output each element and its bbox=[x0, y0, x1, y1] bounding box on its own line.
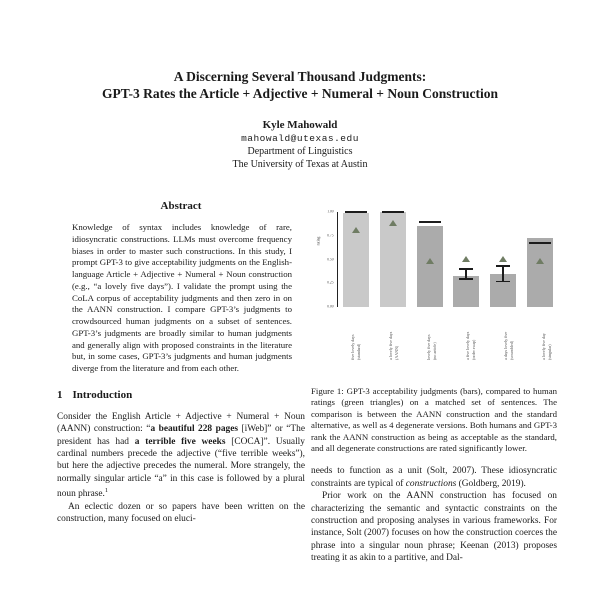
intro-p1-text3: [COCA]”. Usually cardinal numbers precede the adjective (“five terrible weeks”), but here the adjective precedes the numeral. More strangely, the normally singular article “a” in this case is followed by a plural noun phrase. bbox=[57, 436, 305, 500]
human-rating-triangle bbox=[352, 227, 360, 233]
abstract-heading: Abstract bbox=[160, 200, 202, 212]
x-tick-label bbox=[495, 310, 523, 360]
error-bar-cap bbox=[459, 268, 473, 270]
y-axis bbox=[311, 212, 335, 307]
footnote-marker: 1 bbox=[104, 487, 109, 495]
figure-1 bbox=[311, 202, 557, 454]
gpt3-rating-bar bbox=[527, 238, 553, 307]
x-tick-phrase: lovely five days bbox=[426, 334, 432, 360]
error-bar-cap bbox=[496, 281, 510, 283]
gpt3-rating-bar bbox=[417, 226, 443, 307]
x-tick-phrase: a days lovely five bbox=[503, 331, 509, 360]
y-tick-label: 0.25 bbox=[326, 281, 333, 286]
x-tick-phrase: a lovely five day bbox=[541, 333, 547, 360]
error-bar-cap bbox=[496, 265, 510, 267]
y-tick-label: 1.00 bbox=[326, 210, 333, 214]
y-tick-label: 0.50 bbox=[326, 257, 333, 262]
human-rating-triangle bbox=[462, 256, 470, 262]
right-column-body bbox=[311, 465, 557, 564]
y-tick-label: 0.00 bbox=[326, 305, 333, 309]
x-tick-label bbox=[418, 310, 446, 360]
x-tick-label bbox=[456, 310, 484, 360]
intro-p1-bold1: a beautiful 228 pages bbox=[150, 424, 239, 435]
bar-slot bbox=[342, 212, 370, 307]
right-paragraph-2: Prior work on the AANN construction has focused on characterizing the semantic and syntactic constraints on the construction and proposing analyses in various frameworks. For instance, Solt (2007) focuses on how the construction coerces the phrase into a singular noun phrase; Keenan (2013) proposes treating it as akin to a partitive, and Dal- bbox=[311, 491, 557, 564]
human-rating-triangle bbox=[536, 258, 544, 264]
section-number: 1 bbox=[57, 388, 63, 401]
x-tick-phrase: a lovely five days bbox=[387, 331, 393, 360]
bar-slot bbox=[379, 212, 407, 307]
right-column bbox=[311, 196, 557, 600]
mean-line bbox=[345, 211, 367, 213]
author-name: Kyle Mahowald bbox=[262, 119, 338, 131]
bar-slot bbox=[526, 212, 554, 307]
bar-slot bbox=[489, 212, 517, 307]
x-tick-label bbox=[341, 310, 369, 360]
paper-title-line2: GPT-3 Rates the Article + Adjective + Numeral + Noun Construction bbox=[101, 86, 499, 101]
paper-title-line1: A Discerning Several Thousand Judgments: bbox=[173, 69, 427, 84]
x-tick-gloss: (order swap) bbox=[470, 339, 476, 360]
x-tick-label bbox=[379, 310, 407, 360]
human-rating-triangle bbox=[426, 258, 434, 264]
x-tick-gloss: (scrambled) bbox=[509, 340, 515, 360]
bar-slot bbox=[416, 212, 444, 307]
author-email: mahowald@utexas.edu bbox=[241, 133, 359, 144]
intro-paragraph-2: An eclectic dozen or so papers have been written on the construction, many focused on eluci- bbox=[57, 501, 305, 525]
error-bar bbox=[502, 266, 504, 281]
intro-p1-bold2: a terrible five weeks bbox=[134, 436, 226, 447]
bars-container bbox=[338, 212, 557, 307]
abstract-text: Knowledge of syntax includes knowledge of rare, idiosyncratic constructions. LLMs must overcome frequency biases in order to master such constructions. In this study, I prompt GPT-3 to give acceptability judgments on the English-language Article + Adjective + Numeral + Noun construction (e.g., “a lovely five days”). I validate the prompt using the CoLA corpus of acceptability judgments and then zero in on the AANN construction. I compare GPT-3’s judgments to crowdsourced human judgments on a subset of sentences. GPT-3’s judgments are broadly similar to human judgments and generally align with proposed constraints in the literature but, in some cases, GPT-3’s judgments and human judgments diverge from the literature and from each other. bbox=[72, 222, 292, 373]
error-bar-cap bbox=[459, 278, 473, 280]
rc-p1-italic: constructions bbox=[405, 478, 457, 489]
human-rating-triangle bbox=[499, 256, 507, 262]
x-axis-labels bbox=[337, 310, 557, 360]
mean-line bbox=[529, 242, 551, 244]
author-department: Department of Linguistics bbox=[247, 146, 353, 157]
y-tick-label: 0.75 bbox=[326, 233, 333, 238]
x-tick-phrase: five lovely days bbox=[349, 334, 355, 360]
intro-paragraph-1 bbox=[57, 411, 305, 501]
paper-title bbox=[40, 68, 560, 102]
rc-p1-text2: (Goldberg, 2019). bbox=[456, 478, 526, 489]
y-axis-label: rating bbox=[317, 236, 321, 246]
bar-slot bbox=[452, 212, 480, 307]
left-column bbox=[57, 196, 305, 600]
bar-chart bbox=[311, 202, 557, 360]
right-paragraph-1 bbox=[311, 465, 557, 490]
x-tick-phrase: a five lovely days bbox=[464, 331, 470, 360]
x-tick-gloss: (singular) bbox=[547, 344, 553, 360]
figure-caption: Figure 1: GPT-3 acceptability judgments (bars), compared to human ratings (green triangles) on a matched set of sentences. The comparison is between the AANN construction and the standard alternative, as well as 4 degenerate versions. Both humans and GPT-3 rank the AANN construction as being as acceptable as the standard, and all degenerate constructions are rated significantly lower. bbox=[311, 386, 557, 454]
x-tick-gloss: (no article) bbox=[432, 342, 438, 360]
author-block bbox=[40, 118, 560, 171]
x-tick-gloss: (standard) bbox=[355, 343, 361, 360]
author-university: The University of Texas at Austin bbox=[232, 159, 368, 170]
human-rating-triangle bbox=[389, 220, 397, 226]
section-title: Introduction bbox=[72, 388, 133, 401]
plot-area bbox=[337, 212, 557, 307]
x-tick-label bbox=[533, 310, 557, 360]
x-tick-gloss: (AANN) bbox=[393, 345, 399, 360]
rc-p1-text: needs to function as a unit (Solt, 2007). These idiosyncratic constraints are typical of bbox=[311, 466, 557, 489]
intro-p1-text2: [iWeb]” or “The president has had bbox=[57, 424, 305, 447]
intro-p1-text: Consider the English Article + Adjective + Numeral + Noun (AANN) construction: “ bbox=[57, 411, 305, 435]
mean-line bbox=[419, 221, 441, 223]
mean-line bbox=[382, 211, 404, 213]
section-heading-introduction bbox=[57, 389, 305, 401]
gpt3-rating-bar bbox=[453, 276, 479, 307]
